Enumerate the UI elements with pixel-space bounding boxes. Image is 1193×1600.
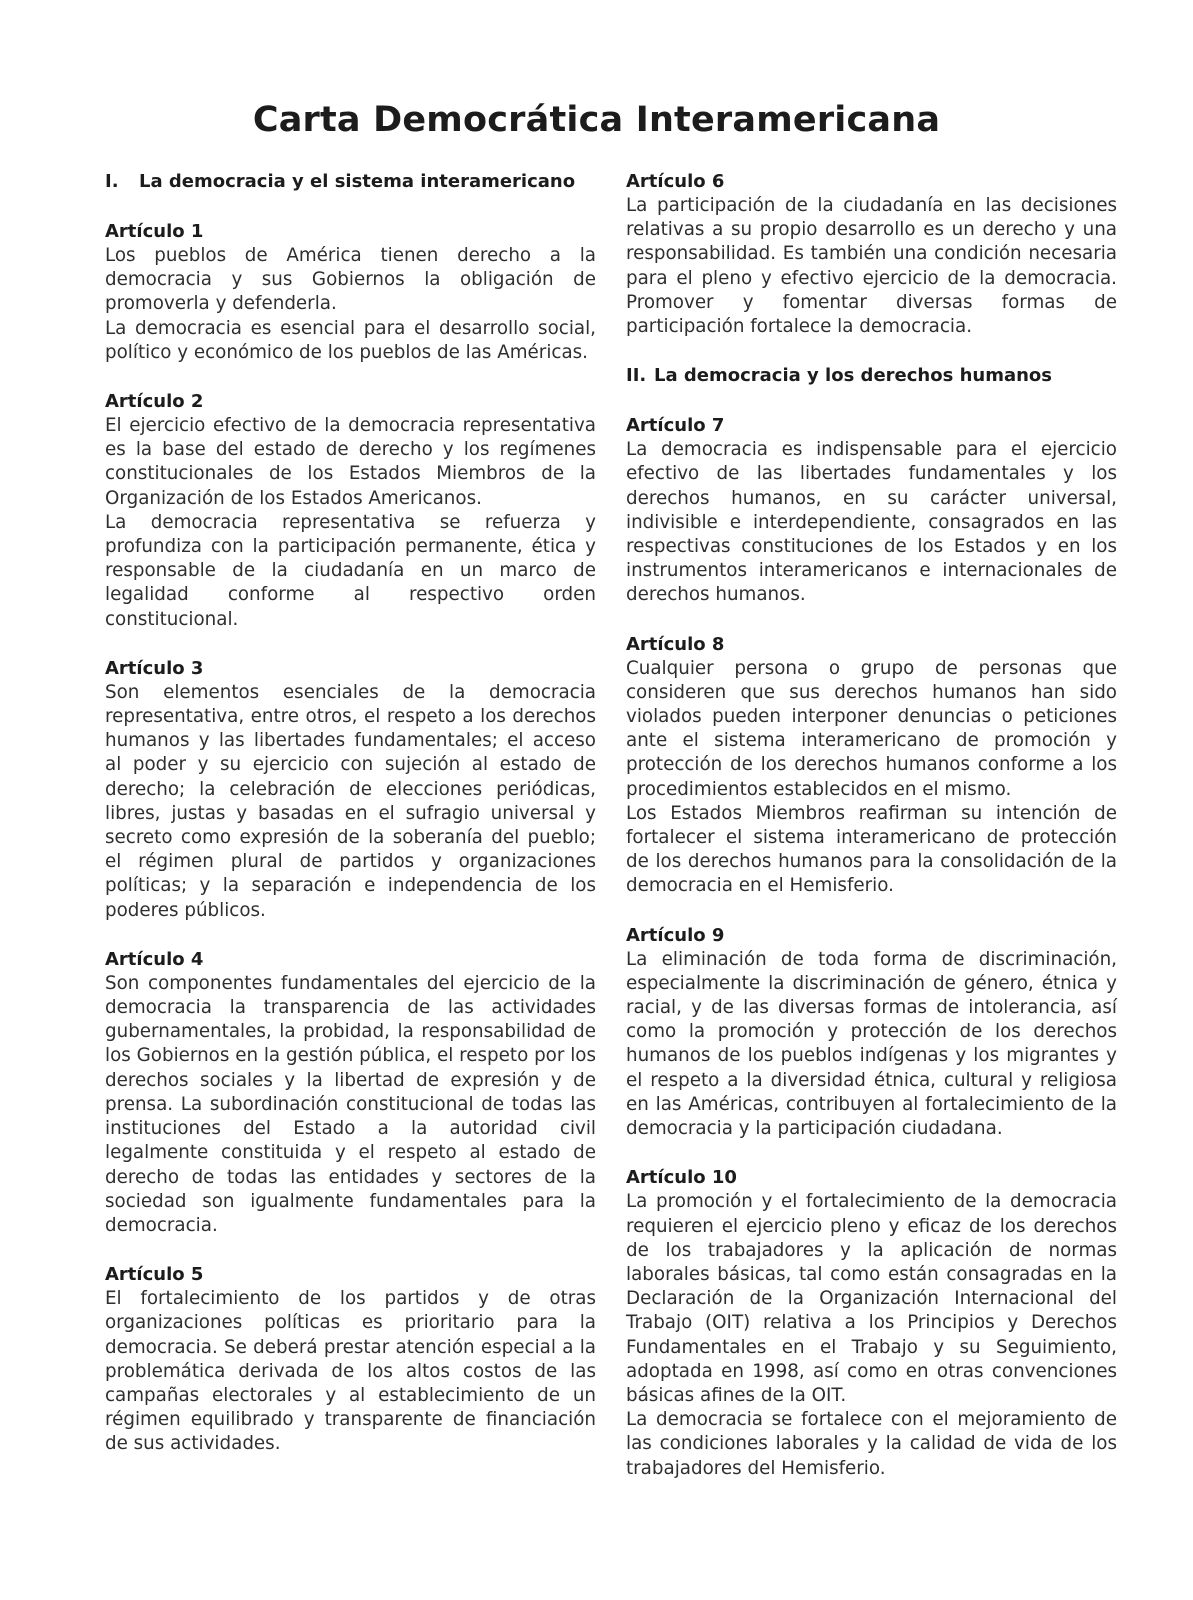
section-heading-1 (105, 170, 596, 194)
article-paragraph: La promoción y el fortalecimiento de la democracia requieren el ejercicio pleno y eficaz de los derechos de los trabajadores y la aplicación de normas laborales básicas, tal como están consagradas en la Declaración de la Organización Internacional del Trabajo (OIT) relativa a los Principios y Derechos Fundamentales en el Trabajo y su Seguimiento, adoptada en 1998, así como en otras convenciones básicas afines de la OIT. (626, 1191, 1117, 1406)
article-title: Artículo 6 (626, 171, 725, 192)
section-number: I. (105, 171, 119, 192)
article-title: Artículo 3 (105, 657, 204, 679)
section-heading-2 (626, 364, 1117, 388)
article-3 (105, 657, 596, 923)
article-paragraph: Cualquier persona o grupo de personas que consideren que sus derechos humanos han sido violados pueden interponer denuncias o peticiones ante el sistema interamericano de promoción y protección de los derechos humanos conforme a los procedimientos establecidos en el mismo. (626, 657, 1117, 800)
article-2 (105, 390, 596, 632)
article-paragraph: El ejercicio efectivo de la democracia representativa es la base del estado de derecho y los regímenes constitucionales de los Estados Miembros de la Organización de los Estados Americanos. (105, 415, 596, 509)
article-5 (105, 1263, 596, 1456)
article-paragraph: La democracia es indispensable para el ejercicio efectivo de las libertades fundamentales y los derechos humanos, en su carácter universal, indivisible e interdependiente, consagrados en las respectivas constituciones de los Estados y en los instrumentos interamericanos e internacionales de derechos humanos. (626, 439, 1117, 606)
right-column (626, 170, 1117, 1506)
article-title: Artículo 1 (105, 221, 204, 242)
section-title: La democracia y el sistema interamericano (139, 171, 576, 192)
section-number: II. (626, 365, 647, 387)
article-paragraph: La participación de la ciudadanía en las decisiones relativas a su propio desarrollo es un derecho y una responsabilidad. Es también una condición necesaria para el pleno y efectivo ejercicio de la democracia. Promover y fomentar diversas formas de participación fortalece la democracia. (626, 195, 1117, 338)
section-title: La democracia y los derechos humanos (654, 365, 1052, 387)
article-title: Artículo 2 (105, 391, 204, 413)
article-paragraph: El fortalecimiento de los partidos y de otras organizaciones políticas es prioritario para la democracia. Se deberá prestar atención especial a la problemática derivada de los altos costos de las campañas electorales y al establecimiento de un régimen equilibrado y transparente de financiación de sus actividades. (105, 1288, 596, 1455)
left-column (105, 170, 596, 1482)
article-title: Artículo 4 (105, 948, 204, 970)
article-title: Artículo 8 (626, 633, 725, 655)
article-10 (626, 1166, 1117, 1480)
article-paragraph: Son componentes fundamentales del ejercicio de la democracia la transparencia de las actividades gubernamentales, la probidad, la responsabilidad de los Gobiernos en la gestión pública, el respeto por los derechos sociales y la libertad de expresión y de prensa. La subordinación constitucional de todas las instituciones del Estado a la autoridad civil legalmente constituida y el respeto al estado de derecho de todas las entidades y sectores de la sociedad son igualmente fundamentales para la democracia. (105, 972, 596, 1236)
article-title: Artículo 9 (626, 924, 725, 946)
article-paragraph: La eliminación de toda forma de discriminación, especialmente la discriminación de género, étnica y racial, y de las diversas formas de intolerancia, así como la promoción y protección de los derechos humanos de los pueblos indígenas y los migrantes y el respeto a la diversidad étnica, cultural y religiosa en las Américas, contribuyen al fortalecimiento de la democracia y la participación ciudadana. (626, 948, 1117, 1140)
document-title: Carta Democrática Interamericana (252, 100, 941, 140)
article-6 (626, 170, 1117, 339)
article-title: Artículo 10 (626, 1167, 737, 1189)
article-9 (626, 924, 1117, 1142)
article-7 (626, 414, 1117, 607)
article-paragraph: Los Estados Miembros reafirman su intención de fortalecer el sistema interamericano de protección de los derechos humanos para la consolidación de la democracia en el Hemisferio. (626, 802, 1117, 897)
article-4 (105, 948, 596, 1238)
article-title: Artículo 5 (105, 1264, 204, 1286)
article-paragraph: La democracia es esencial para el desarrollo social, político y económico de los pueblos de las Américas. (105, 317, 596, 363)
article-1 (105, 220, 596, 365)
article-paragraph: La democracia representativa se refuerza y profundiza con la participación permanente, ética y responsable de la ciudadanía en un marco de legalidad conforme al respectivo orden constitucional. (105, 511, 596, 630)
article-paragraph: Son elementos esenciales de la democracia representativa, entre otros, el respeto a los derechos humanos y las libertades fundamentales; el acceso al poder y su ejercicio con sujeción al estado de derecho; la celebración de elecciones periódicas, libres, justas y basadas en el sufragio universal y secreto como expresión de la soberanía del pueblo; el régimen plural de partidos y organizaciones políticas; y la separación e independencia de los poderes públicos. (105, 681, 596, 921)
article-8 (626, 633, 1117, 899)
article-paragraph: Los pueblos de América tienen derecho a la democracia y sus Gobiernos la obligación de promoverla y defenderla. (105, 245, 596, 315)
article-paragraph: La democracia se fortalece con el mejoramiento de las condiciones laborales y la calidad de vida de los trabajadores del Hemisferio. (626, 1409, 1117, 1479)
article-title: Artículo 7 (626, 415, 725, 437)
